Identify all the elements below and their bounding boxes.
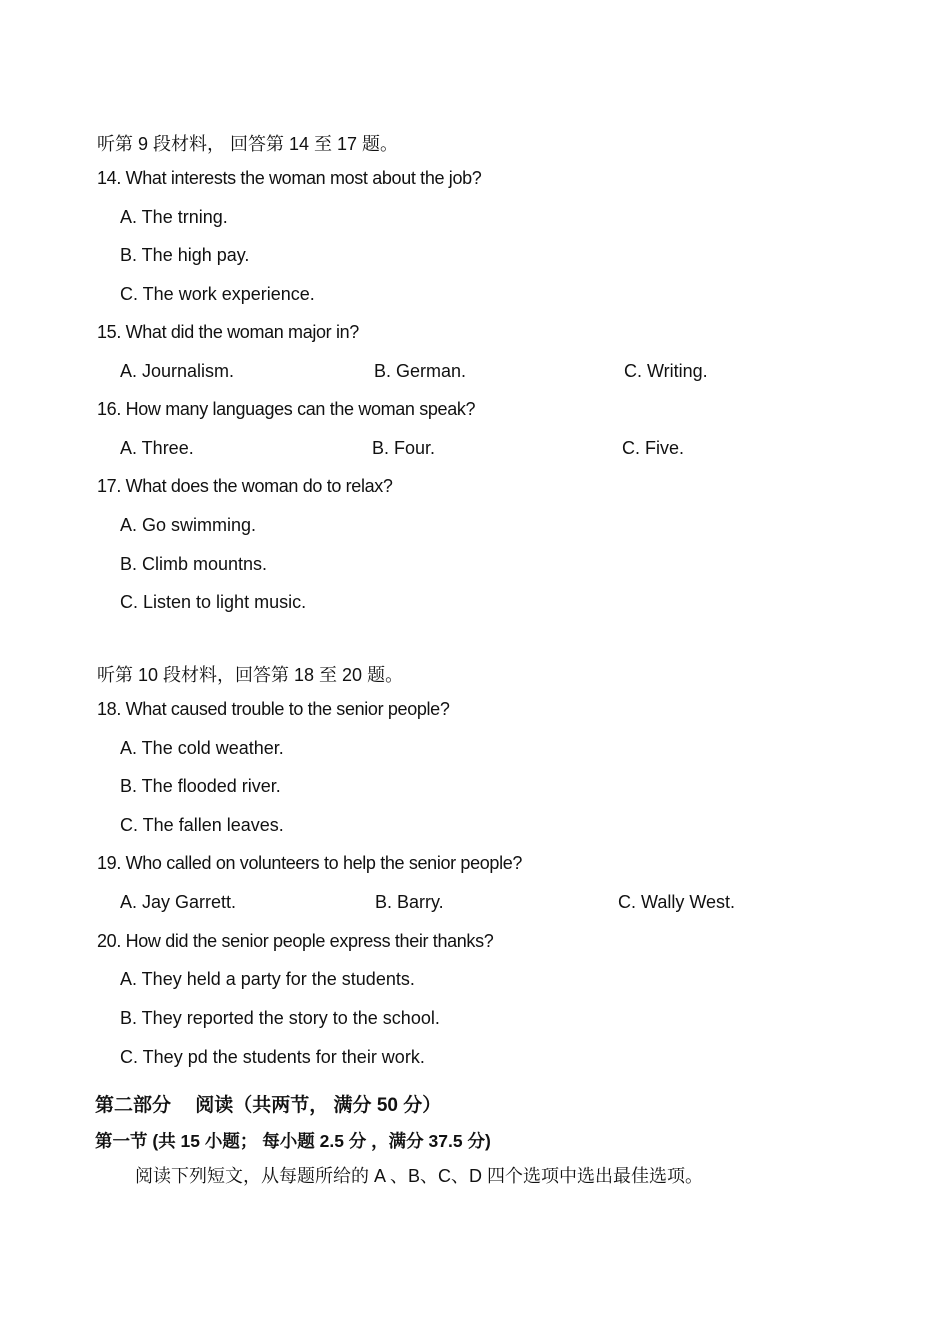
question-19: 19. Who called on volunteers to help the senior people? (97, 853, 523, 873)
question-17: 17. What does the woman do to relax? (97, 476, 393, 496)
question-14-option-a: A. The trning. (120, 207, 228, 227)
part-2-title: 第二部分 阅读（共两节， 满分 50 分） (95, 1095, 442, 1116)
question-16-option-b: B. Four. (372, 438, 436, 458)
question-19-option-c: C. Wally West. (618, 892, 736, 912)
question-15-option-b: B. German. (374, 361, 467, 381)
question-18-option-a: A. The cold weather. (120, 738, 284, 758)
question-18: 18. What caused trouble to the senior people? (97, 699, 450, 719)
question-16: 16. How many languages can the woman speak? (97, 399, 476, 419)
question-15: 15. What did the woman major in? (97, 322, 359, 342)
question-16-option-a: A. Three. (120, 438, 194, 458)
question-20-option-b: B. They reported the story to the school. (120, 1008, 440, 1028)
listening-group-10-heading: 听第 10 段材料，回答第 18 至 20 题。 (97, 665, 404, 685)
question-20: 20. How did the senior people express their thanks? (97, 931, 494, 951)
question-14: 14. What interests the woman most about the job? (97, 168, 482, 188)
question-17-option-b: B. Climb mountns. (120, 554, 268, 574)
reading-instruction: 阅读下列短文，从每题所给的 A 、B、C、D 四个选项中选出最佳选项。 (135, 1166, 704, 1186)
question-17-option-a: A. Go swimming. (120, 515, 257, 535)
question-14-option-b: B. The high pay. (120, 245, 250, 265)
question-17-option-c: C. Listen to light music. (120, 592, 307, 612)
question-15-option-a: A. Journalism. (120, 361, 235, 381)
question-18-option-b: B. The flooded river. (120, 776, 281, 796)
question-19-option-b: B. Barry. (375, 892, 444, 912)
listening-group-9-heading: 听第 9 段材料， 回答第 14 至 17 题。 (97, 134, 399, 154)
question-20-option-a: A. They held a party for the students. (120, 969, 415, 989)
question-14-option-c: C. The work experience. (120, 284, 315, 304)
question-20-option-c: C. They pd the students for their work. (120, 1047, 425, 1067)
section-1-title: 第一节 (共 15 小题； 每小题 2.5 分 ，满分 37.5 分) (95, 1131, 491, 1151)
question-18-option-c: C. The fallen leaves. (120, 815, 284, 835)
question-16-option-c: C. Five. (622, 438, 685, 458)
question-15-option-c: C. Writing. (624, 361, 708, 381)
question-19-option-a: A. Jay Garrett. (120, 892, 237, 912)
